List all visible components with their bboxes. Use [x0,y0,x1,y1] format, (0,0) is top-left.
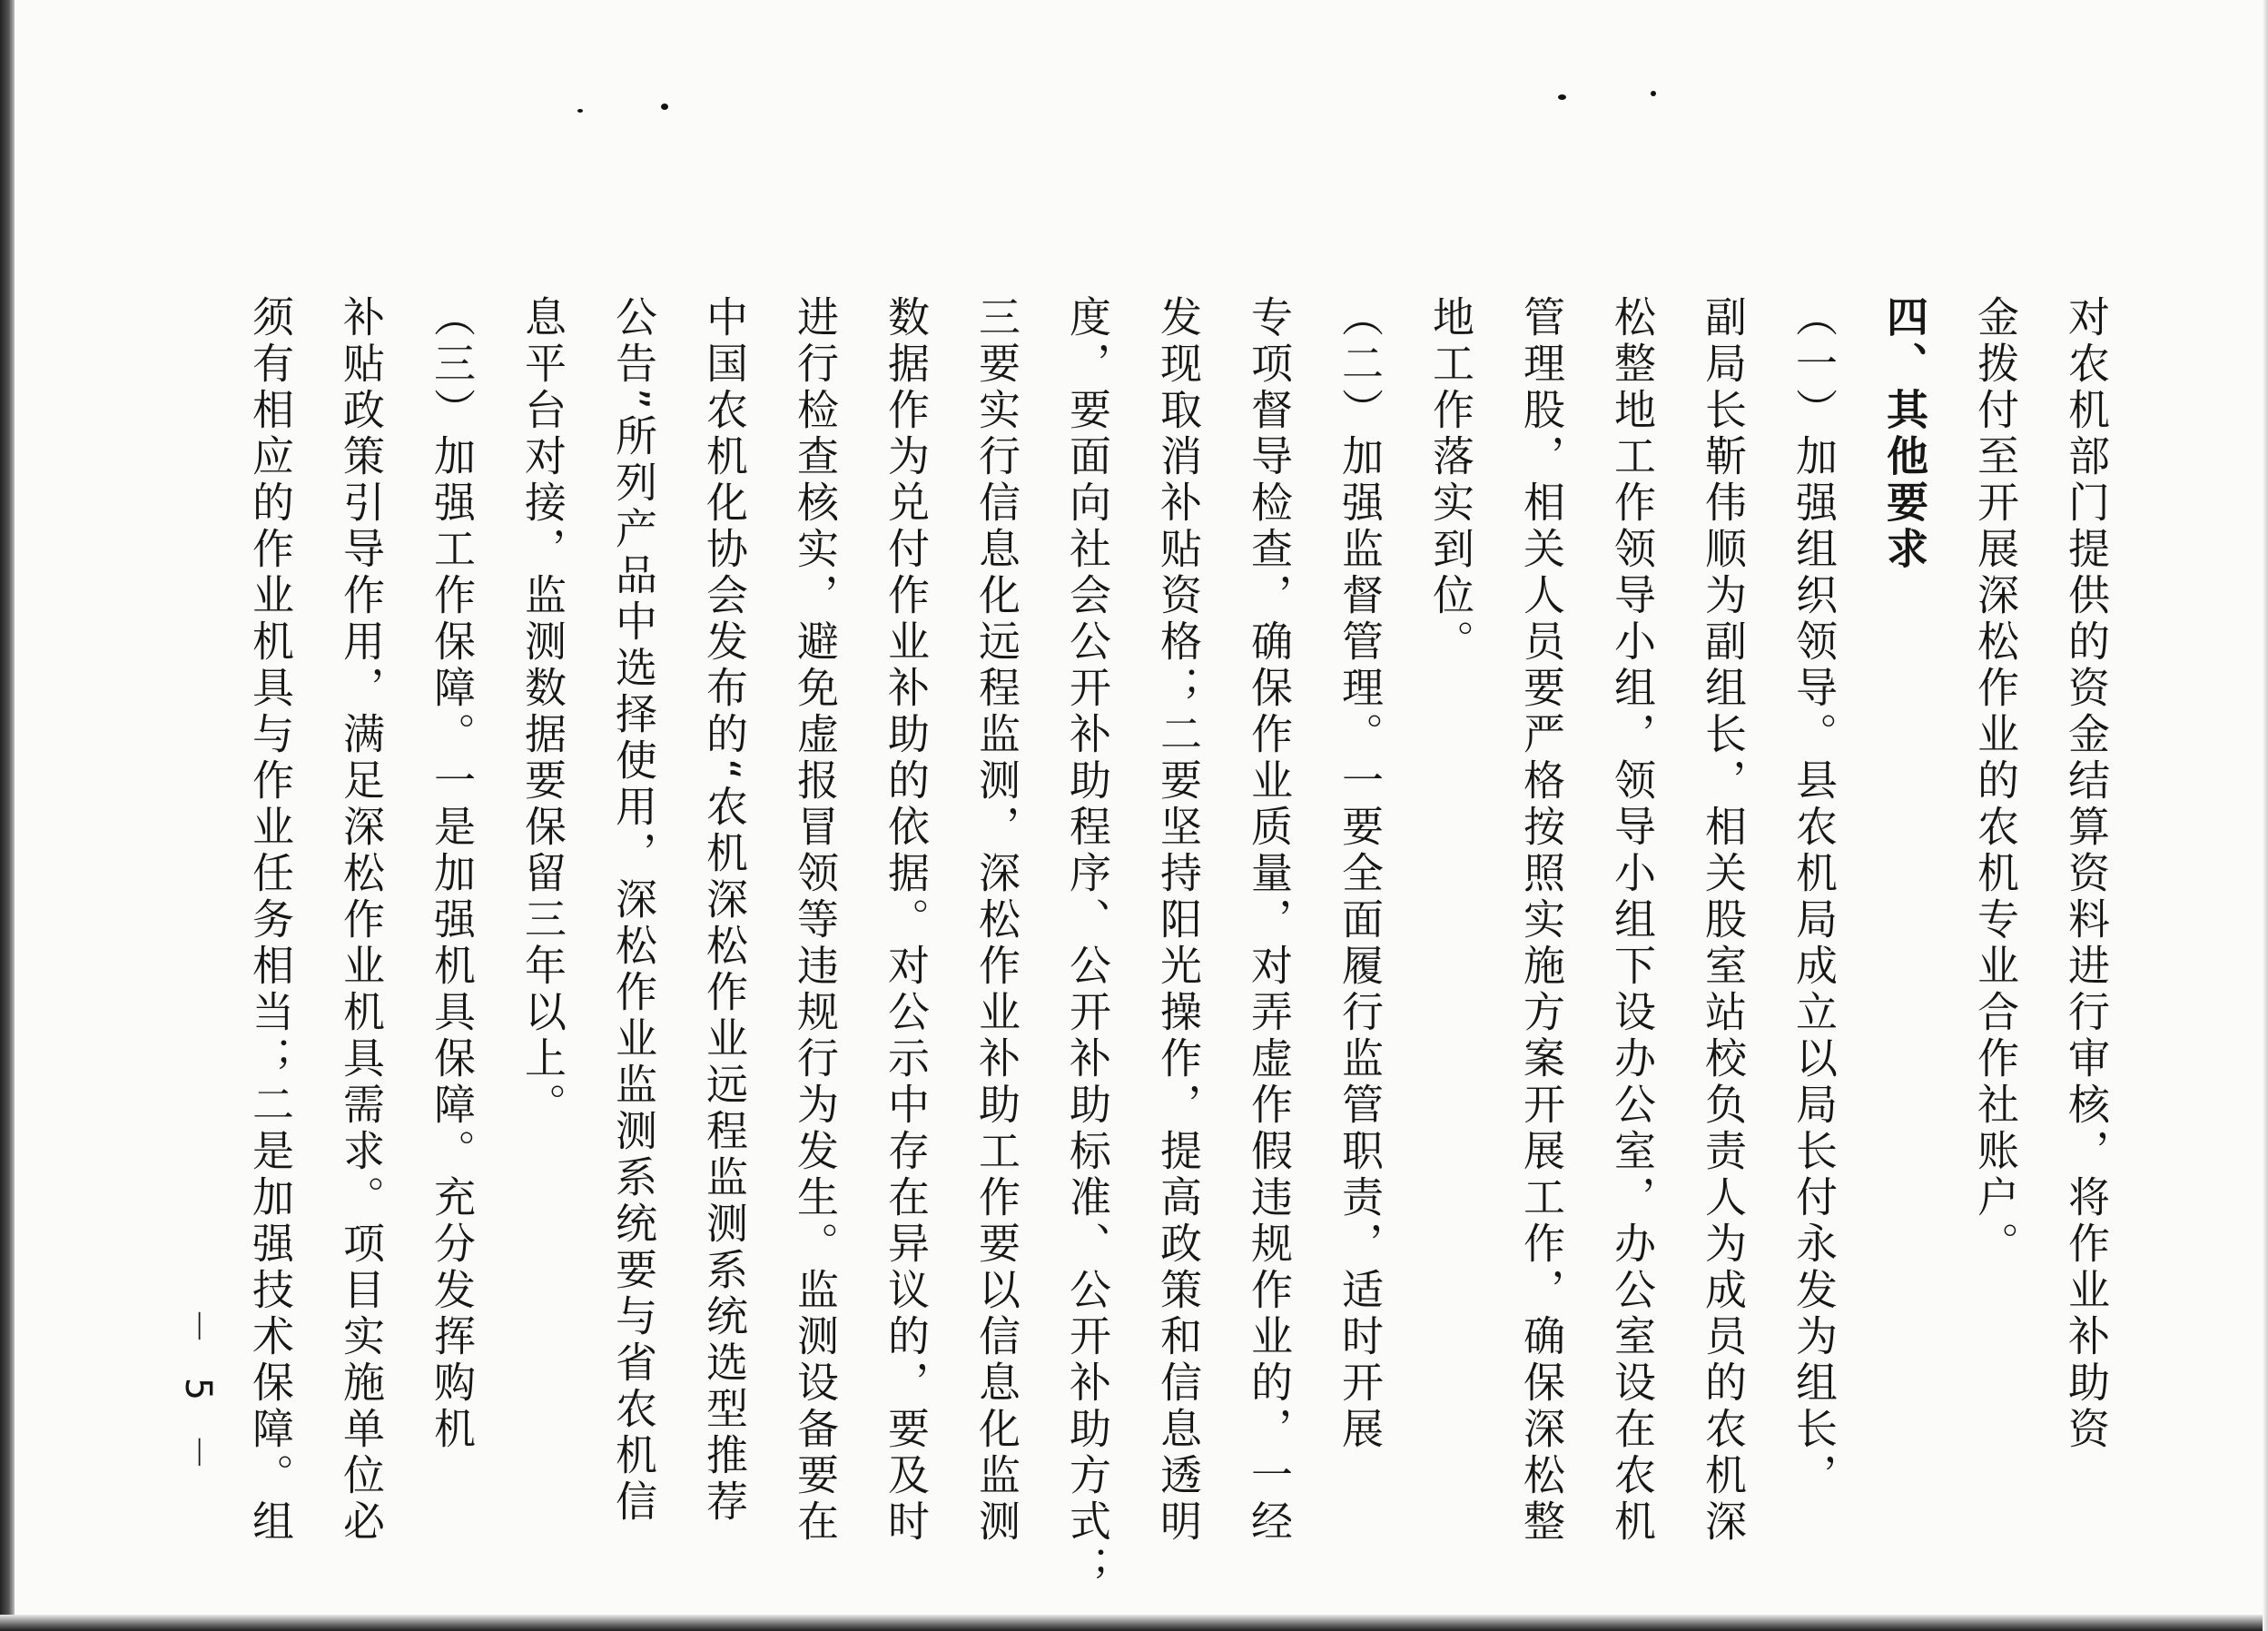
text-line: （二）加强监督管理。一要全面履行监管职责，适时开展 [1336,295,1385,1453]
text-line: 三要实行信息化远程监测，深松作业补助工作要以信息化监测 [972,295,1021,1546]
text-line: 度，要面向社会公开补助程序、公开补助标准、公开补助方式； [1063,295,1112,1592]
text-line: 专项督导检查，确保作业质量，对弄虚作假违规作业的，一经 [1245,295,1294,1546]
scan-speck [577,109,583,113]
scan-left-edge [0,0,15,1631]
page-number: － 5 － [177,1308,219,1481]
scan-speck [1558,94,1566,100]
text-line: 息平台对接，监测数据要保留三年以上。 [518,295,567,1129]
section-heading: 四、其他要求 [1880,295,1929,573]
text-line: 发现取消补贴资格；二要坚持阳光操作，提高政策和信息透明 [1154,295,1203,1546]
text-line: 对农机部门提供的资金结算资料进行审核，将作业补助资 [2062,295,2111,1453]
text-line: 补贴政策引导作用，满足深松作业机具需求。项目实施单位必 [337,295,386,1546]
text-line: 中国农机化协会发布的“农机深松作业远程监测系统选型推荐 [700,295,749,1526]
scan-speck [1651,91,1656,96]
text-line: （三）加强工作保障。一是加强机具保障。充分发挥购机 [428,295,477,1453]
scan-speck [661,104,668,110]
scan-right-edge [2263,0,2268,1631]
text-line: 数据作为兑付作业补助的依据。对公示中存在异议的，要及时 [882,295,931,1546]
body-text [225,295,2132,1592]
text-line: 地工作落实到位。 [1426,295,1475,666]
scan-bottom-edge [0,1615,2268,1631]
text-line: 金拨付至开展深松作业的农机专业合作社账户。 [1971,295,2020,1268]
text-line: 副局长靳伟顺为副组长，相关股室站校负责人为成员的农机深 [1699,295,1748,1546]
text-line: 管理股，相关人员要严格按照实施方案开展工作，确保深松整 [1517,295,1566,1546]
text-line: 松整地工作领导小组，领导小组下设办公室，办公室设在农机 [1608,295,1657,1546]
text-line: 进行检查核实，避免虚报冒领等违规行为发生。监测设备要在 [791,295,840,1546]
text-line: 须有相应的作业机具与作业任务相当；二是加强技术保障。组 [246,295,295,1546]
text-line: （一）加强组织领导。县农机局成立以局长付永发为组长， [1790,295,1839,1499]
text-line: 公告”所列产品中选择使用，深松作业监测系统要与省农机信 [609,295,658,1526]
